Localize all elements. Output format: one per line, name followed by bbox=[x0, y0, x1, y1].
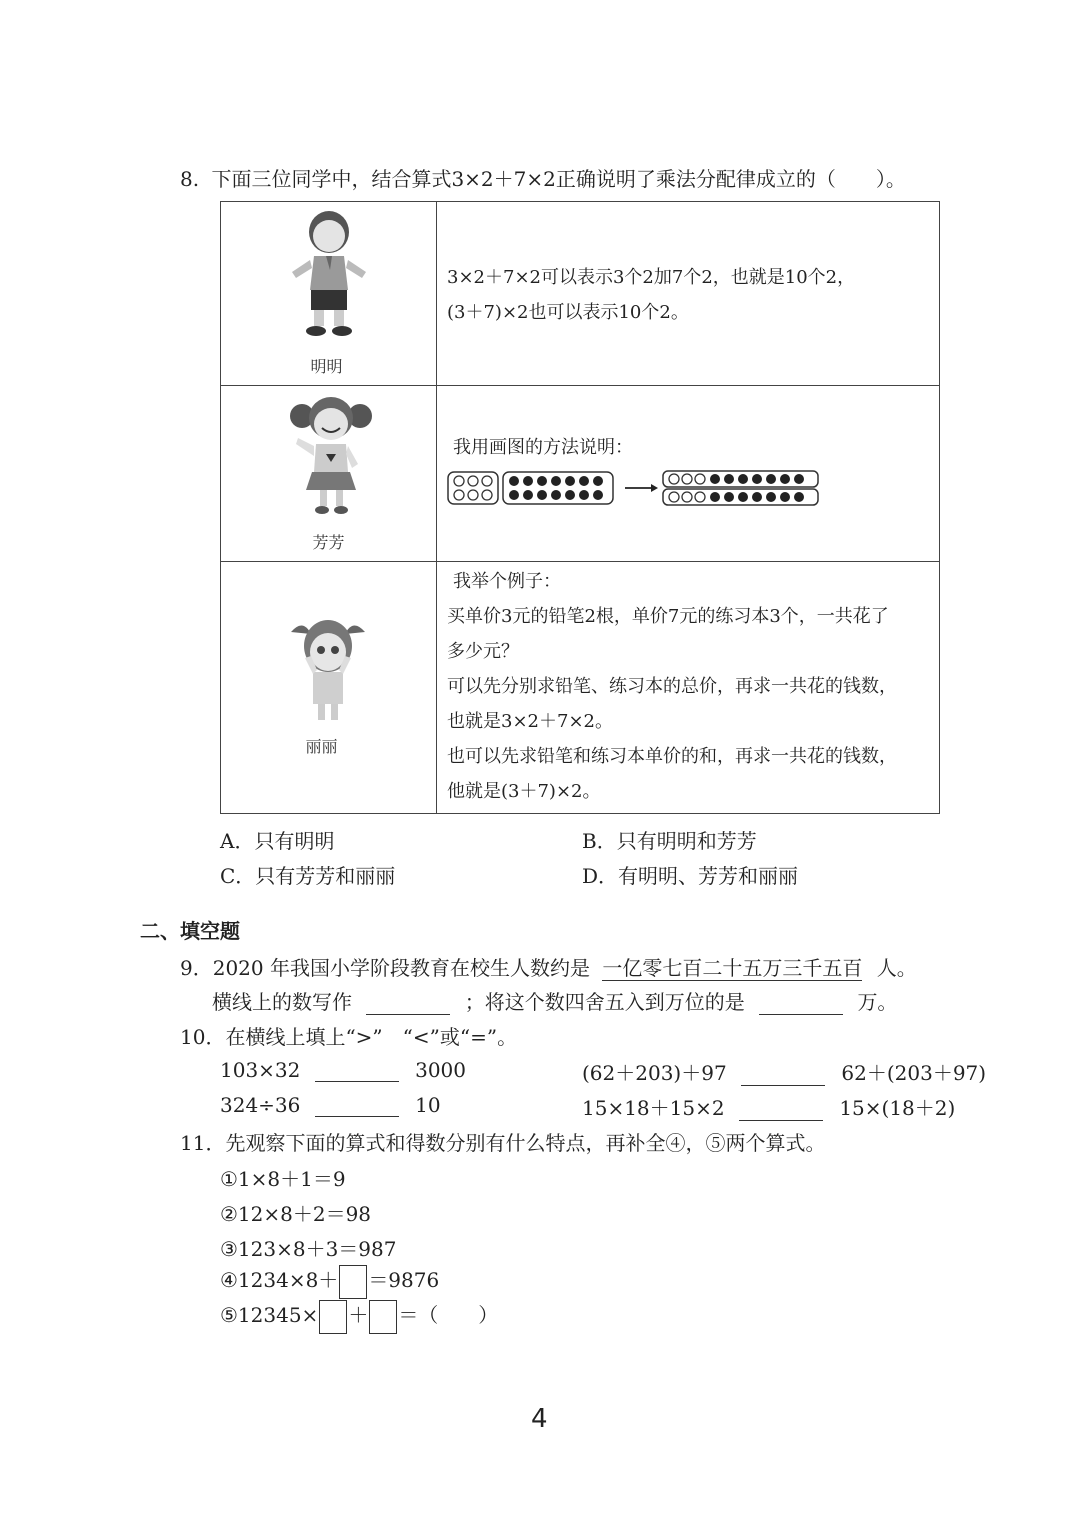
q8-table bbox=[220, 201, 940, 814]
q10-blank-2[interactable] bbox=[741, 1061, 825, 1086]
page-number: 4 bbox=[531, 1404, 548, 1434]
q11-eq5 bbox=[220, 1299, 498, 1334]
table-row bbox=[221, 386, 940, 562]
explanation-line: 可以先分别求铅笔、练习本的总价，再求一共花的钱数， bbox=[447, 676, 897, 697]
boy-figure-icon bbox=[284, 210, 374, 340]
q9-prompt-b: ；将这个数四舍五入到万位的是 bbox=[464, 990, 745, 1014]
choice-a[interactable]: A．只有明明 bbox=[220, 829, 335, 853]
kid-name-fangfang: 芳芳 bbox=[312, 533, 345, 552]
table-row bbox=[221, 202, 940, 386]
kid-cell-fangfang bbox=[221, 386, 437, 562]
q8-text: 下面三位同学中，结合算式3×2＋7×2正确说明了乘法分配律成立的（ ）。 bbox=[211, 167, 906, 191]
q9-unit: 人。 bbox=[876, 956, 917, 980]
explanation-line: 也可以先求铅笔和练习本单价的和，再求一共花的钱数， bbox=[447, 746, 897, 767]
explanation-line: 也就是3×2＋7×2。 bbox=[447, 711, 613, 732]
q10-blank-1[interactable] bbox=[315, 1057, 399, 1082]
q10-right: 3000 bbox=[415, 1058, 467, 1082]
explanation-cell-lili bbox=[437, 562, 940, 814]
q11-eq4 bbox=[220, 1264, 439, 1299]
explanation-line: (3＋7)×2也可以表示10个2。 bbox=[447, 302, 689, 323]
kid-name-mingming: 明明 bbox=[310, 357, 343, 376]
q8-number: 8. bbox=[180, 167, 200, 191]
q10-left: 15×18＋15×2 bbox=[582, 1096, 725, 1120]
explanation-line: 3×2＋7×2可以表示3个2加7个2，也就是10个2， bbox=[447, 267, 856, 288]
explanation-line: 买单价3元的铅笔2根，单价7元的练习本3个，一共花了 bbox=[447, 606, 889, 627]
q10-left: 103×32 bbox=[220, 1058, 301, 1082]
q10-item-3 bbox=[220, 1092, 441, 1117]
section-heading: 二、填空题 bbox=[140, 919, 240, 943]
q11-eq5-plus: ＋ bbox=[348, 1303, 369, 1327]
q8-stem bbox=[180, 163, 906, 192]
q9-line2 bbox=[212, 986, 897, 1015]
choice-b[interactable]: B．只有明明和芳芳 bbox=[582, 829, 757, 853]
choice-c[interactable]: C．只有芳芳和丽丽 bbox=[220, 864, 396, 888]
q9-text: 9．2020 年我国小学阶段教育在校生人数约是 bbox=[180, 956, 590, 980]
girl-figure-icon bbox=[283, 612, 373, 727]
q11-eq5-left: ⑤12345× bbox=[220, 1303, 319, 1327]
answer-box[interactable] bbox=[369, 1300, 397, 1334]
q11-eq4-left: ④1234×8＋ bbox=[220, 1268, 339, 1292]
q10-item-4 bbox=[582, 1092, 955, 1121]
q10-blank-3[interactable] bbox=[315, 1092, 399, 1117]
girl-figure-icon bbox=[286, 394, 376, 519]
q9-line1 bbox=[180, 952, 917, 981]
q10-blank-4[interactable] bbox=[739, 1096, 823, 1121]
explanation-cell-fangfang bbox=[437, 386, 940, 562]
q10-right: 62＋(203＋97) bbox=[841, 1061, 987, 1085]
answer-box[interactable] bbox=[319, 1300, 347, 1334]
q9-blank-written[interactable] bbox=[366, 990, 450, 1015]
kid-cell-mingming bbox=[221, 202, 437, 386]
table-row bbox=[221, 562, 940, 814]
kid-name-lili: 丽丽 bbox=[305, 737, 338, 756]
q11-eq5-right: ＝（ ） bbox=[398, 1303, 499, 1327]
explanation-line: 他就是(3＋7)×2。 bbox=[447, 781, 601, 802]
explanation-line: 我用画图的方法说明： bbox=[453, 437, 633, 458]
q11-eq2: ②12×8＋2＝98 bbox=[220, 1202, 372, 1226]
answer-box[interactable] bbox=[339, 1265, 367, 1299]
q11-eq1: ①1×8＋1＝9 bbox=[220, 1167, 346, 1191]
q9-prompt-a: 横线上的数写作 bbox=[212, 990, 352, 1014]
q9-unit-wan: 万。 bbox=[857, 990, 898, 1014]
q11-eq4-right: ＝9876 bbox=[368, 1268, 440, 1292]
explanation-line: 我举个例子： bbox=[453, 571, 561, 592]
q10-right: 10 bbox=[415, 1093, 441, 1117]
explanation-cell-mingming bbox=[437, 202, 940, 386]
q11-stem: 11．先观察下面的算式和得数分别有什么特点，再补全④，⑤两个算式。 bbox=[180, 1131, 826, 1155]
explanation-line: 多少元？ bbox=[447, 641, 519, 662]
kid-cell-lili bbox=[221, 562, 437, 814]
choice-d[interactable]: D．有明明、芳芳和丽丽 bbox=[582, 864, 799, 888]
q10-item-1 bbox=[220, 1057, 466, 1082]
q10-left: (62＋203)＋97 bbox=[582, 1061, 727, 1085]
q10-stem: 10．在横线上填上“>” “<”或“=”。 bbox=[180, 1025, 518, 1049]
q9-blank-rounded[interactable] bbox=[759, 990, 843, 1015]
q11-eq3: ③123×8＋3＝987 bbox=[220, 1237, 397, 1261]
q10-item-2 bbox=[582, 1057, 986, 1086]
q10-right: 15×(18＋2) bbox=[839, 1096, 956, 1120]
q9-underlined-number: 一亿零七百二十五万三千五百 bbox=[602, 956, 863, 980]
dots-diagram bbox=[447, 469, 827, 509]
q10-left: 324÷36 bbox=[220, 1093, 301, 1117]
